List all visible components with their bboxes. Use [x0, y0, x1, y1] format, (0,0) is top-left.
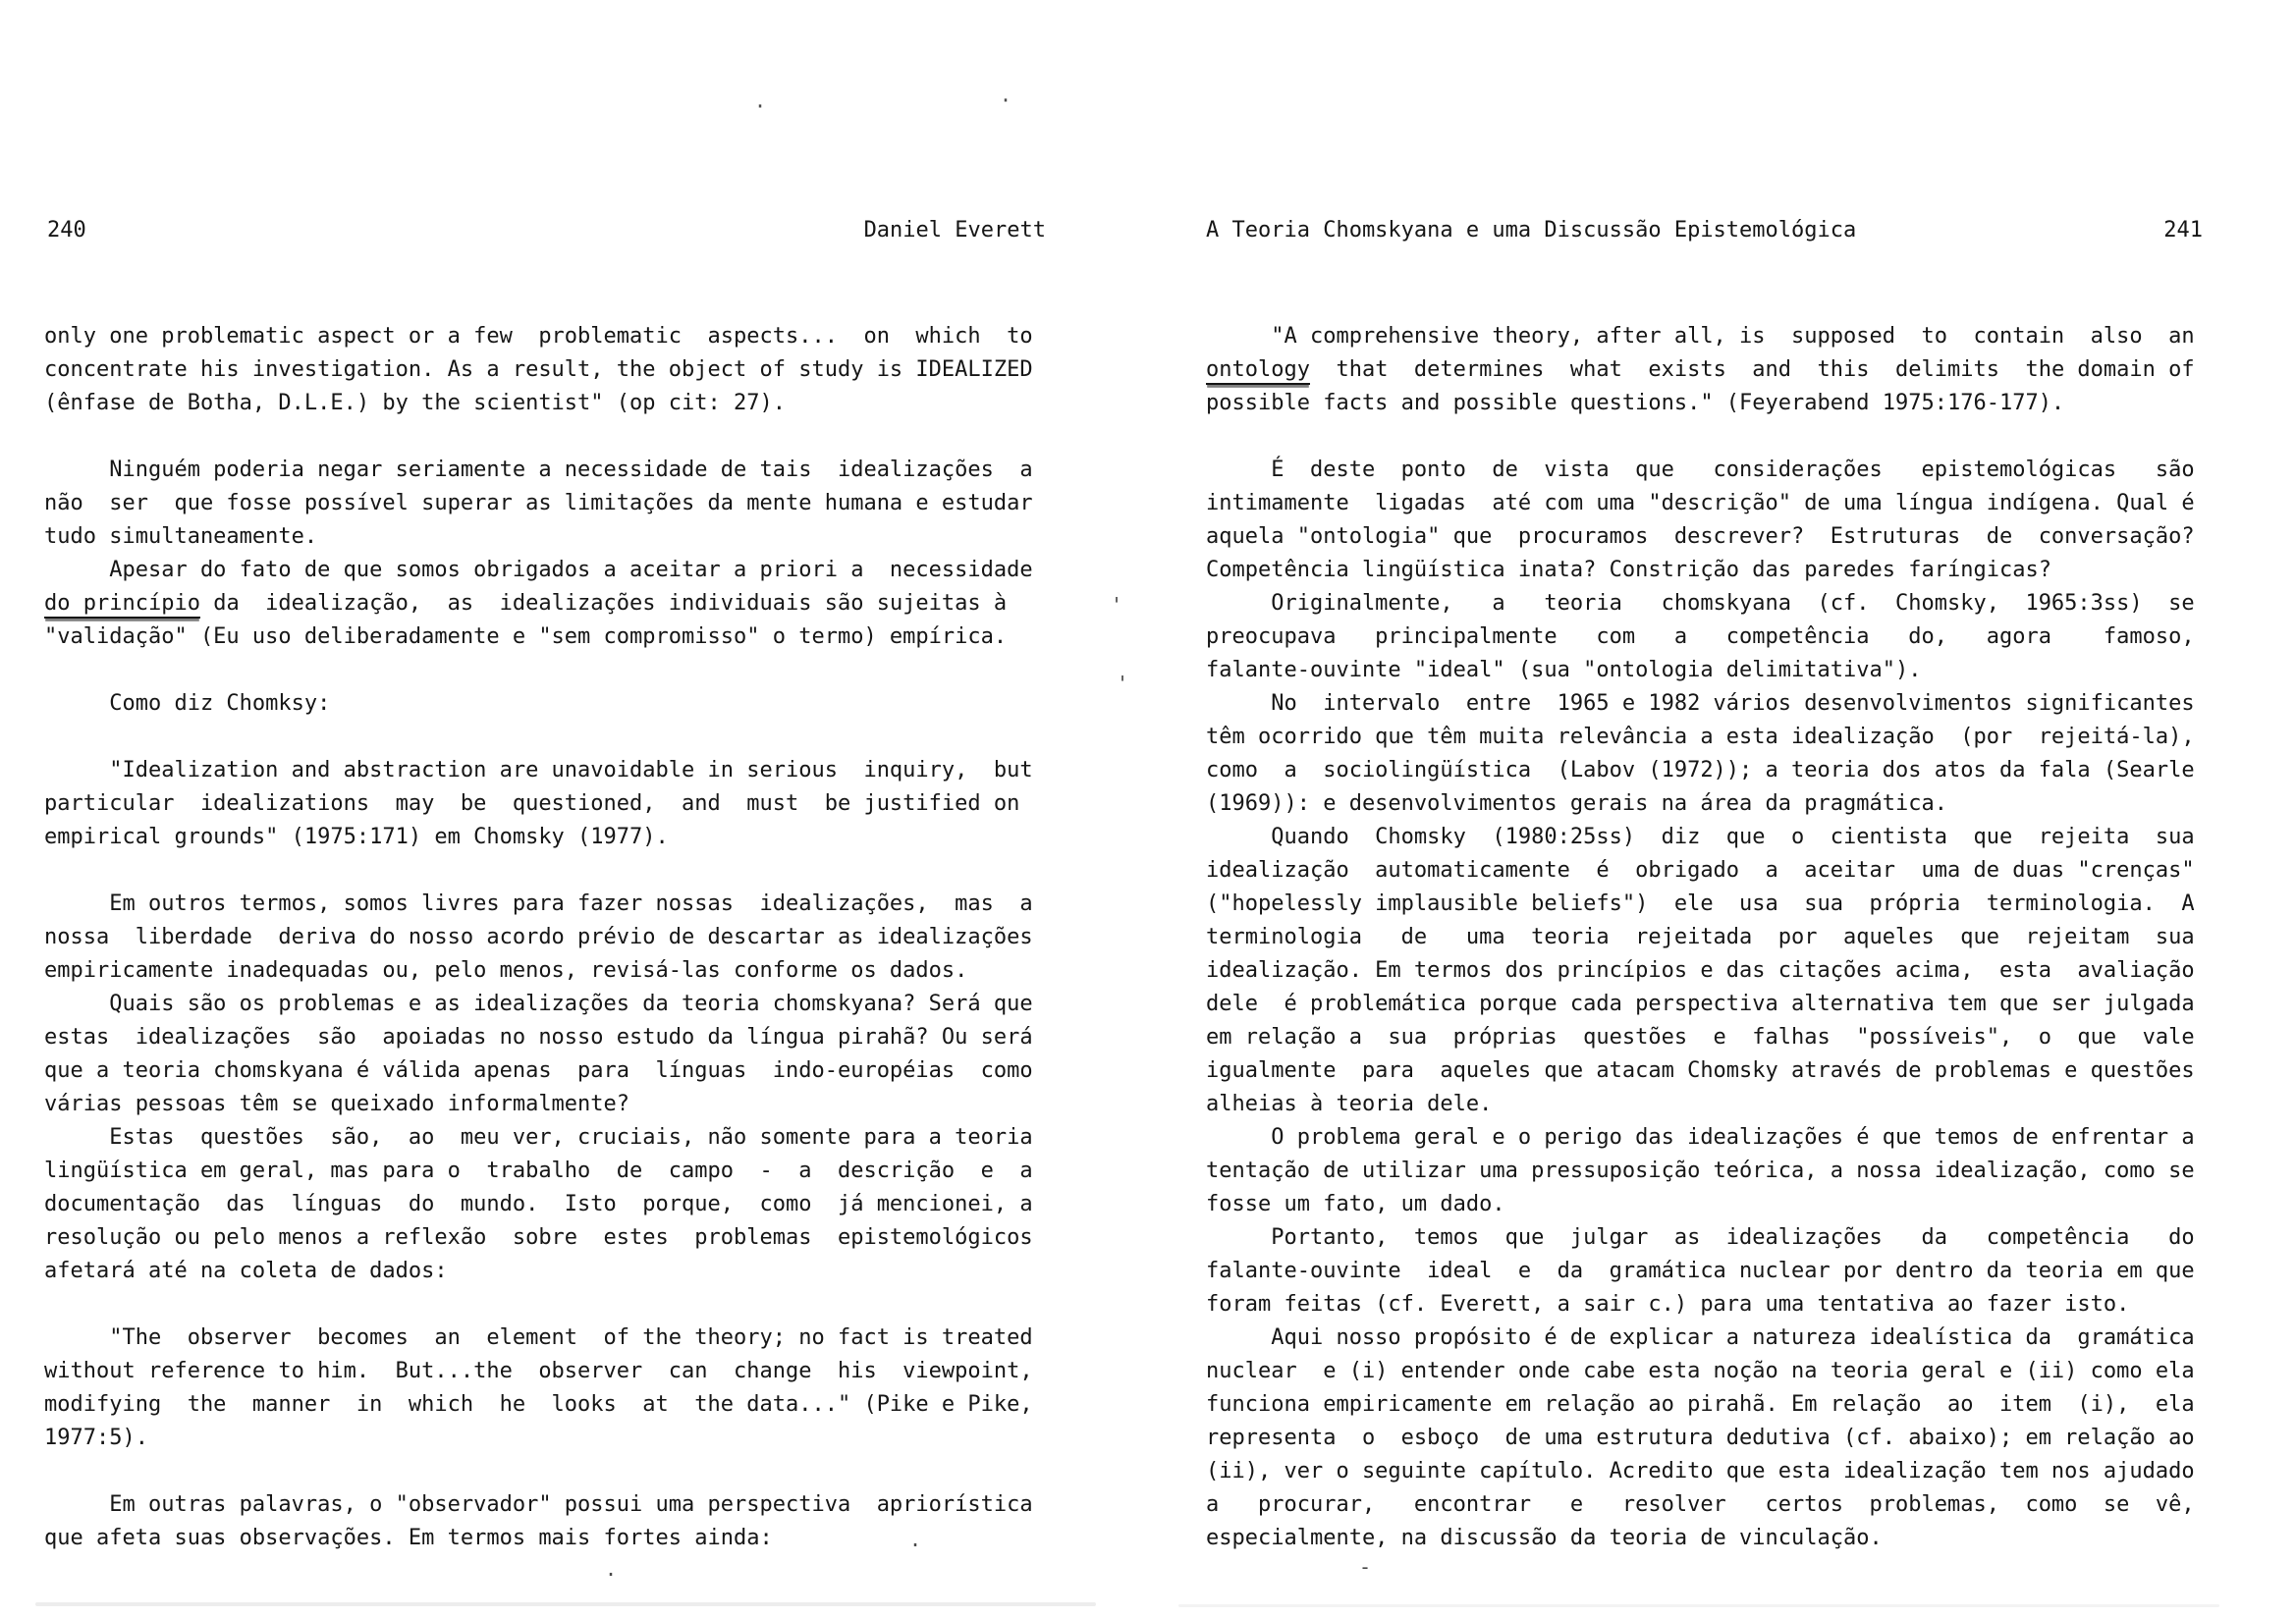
text-line — [1206, 420, 2247, 454]
text-line: como a sociolingüística (Labov (1972)); a teoria dos atos da fala (Searle — [1206, 758, 2195, 782]
text-line: (ii), ver o seguinte capítulo. Acredito que esta idealização tem nos ajudado — [1206, 1459, 2195, 1483]
stray-mark: · — [1000, 88, 1012, 112]
text-line: Portanto, temos que julgar as idealizações da competência do — [1206, 1225, 2195, 1250]
text-line: preocupava principalmente com a competência do, agora famoso, — [1206, 624, 2195, 649]
text-line: "validação" (Eu uso deliberadamente e "sem compromisso" o termo) empírica. — [44, 624, 1008, 649]
text-line: lingüística em geral, mas para o trabalho de campo - a descrição e a — [44, 1159, 1033, 1183]
text-line — [44, 854, 1085, 888]
text-line: afetará até na coleta de dados: — [44, 1259, 448, 1283]
text-line: ontology that determines what exists and this delimits the domain of — [1206, 353, 2247, 387]
page-number-right: 241 — [2163, 218, 2203, 243]
text-line: que afeta suas observações. Em termos mais fortes ainda: — [44, 1526, 773, 1550]
text-line — [44, 1455, 1085, 1488]
text-line: (1969)): e desenvolvimentos gerais na área da pragmática. — [1206, 791, 1947, 816]
stray-mark: ' — [1117, 672, 1129, 695]
text-line: igualmente para aqueles que atacam Chomsky através de problemas e questões — [1206, 1058, 2195, 1083]
text-line: idealização automaticamente é obrigado a aceitar uma de duas "crenças" — [1206, 858, 2195, 883]
text-line: em relação a sua próprias questões e falhas "possíveis", o que vale — [1206, 1025, 2195, 1050]
underlined-text: ontology — [1206, 357, 1310, 385]
text-line: fosse um fato, um dado. — [1206, 1192, 1505, 1216]
page-number-left: 240 — [47, 218, 86, 243]
text-line: empiricamente inadequadas ou, pelo menos, revisá-las conforme os dados. — [44, 958, 968, 983]
stray-mark: ' — [1111, 593, 1123, 617]
text-line: nossa liberdade deriva do nosso acordo prévio de descartar as idealizações — [44, 925, 1033, 949]
text-line: nuclear e (i) entender onde cabe esta noção na teoria geral e (ii) como ela — [1206, 1359, 2195, 1383]
text-line — [44, 1288, 1085, 1321]
stray-mark: . — [605, 1557, 618, 1581]
text-line: empirical grounds" (1975:171) em Chomsky (1977). — [44, 825, 669, 849]
text-line: documentação das línguas do mundo. Isto porque, como já mencionei, a — [44, 1192, 1033, 1216]
text-line: que a teoria chomskyana é válida apenas para línguas indo-européias como — [44, 1058, 1033, 1083]
text-line: dele é problemática porque cada perspectiva alternativa tem que ser julgada — [1206, 992, 2195, 1016]
right-page-body-text — [1206, 320, 2247, 1555]
text-line: concentrate his investigation. As a result, the object of study is IDEALIZED — [44, 357, 1033, 382]
running-head-author: Daniel Everett — [863, 218, 1046, 243]
text-line: especialmente, na discussão da teoria de vinculação. — [1206, 1526, 1883, 1550]
text-line: ("hopelessly implausible beliefs") ele usa sua própria terminologia. A — [1206, 891, 2195, 916]
text-line: 1977:5). — [44, 1426, 148, 1450]
text-line: Aqui nosso propósito é de explicar a natureza idealística da gramática — [1206, 1325, 2195, 1350]
text-line — [44, 420, 1085, 454]
text-line: estas idealizações são apoiadas no nosso estudo da língua pirahã? Ou será — [44, 1025, 1033, 1050]
text-line: idealização. Em termos dos princípios e das citações acima, esta avaliação — [1206, 958, 2195, 983]
stray-mark: · — [754, 94, 767, 118]
text-line: Quais são os problemas e as idealizações da teoria chomskyana? Será que — [44, 992, 1033, 1016]
text-line: alheias à teoria dele. — [1206, 1092, 1493, 1116]
text-line: representa o esboço de uma estrutura dedutiva (cf. abaixo); em relação ao — [1206, 1426, 2195, 1450]
text-line: Originalmente, a teoria chomskyana (cf. Chomsky, 1965:3ss) se — [1206, 591, 2195, 616]
underlined-text: do princípio — [44, 591, 200, 619]
text-line: Estas questões são, ao meu ver, cruciais, não somente para a teoria — [44, 1125, 1033, 1150]
text-line: tudo simultaneamente. — [44, 524, 318, 549]
text-line: não ser que fosse possível superar as limitações da mente humana e estudar — [44, 491, 1033, 515]
text-line: Ninguém poderia negar seriamente a necessidade de tais idealizações a — [44, 458, 1033, 482]
text-line: têm ocorrido que têm muita relevância a esta idealização (por rejeitá-la), — [1206, 725, 2195, 749]
text-line: "A comprehensive theory, after all, is supposed to contain also an — [1206, 324, 2195, 349]
text-line: "The observer becomes an element of the theory; no fact is treated — [44, 1325, 1033, 1350]
text-line: Em outros termos, somos livres para fazer nossas idealizações, mas a — [44, 891, 1033, 916]
text-line: terminologia de uma teoria rejeitada por aqueles que rejeitam sua — [1206, 925, 2195, 949]
scan-smudge — [35, 1602, 1096, 1606]
text-line: foram feitas (cf. Everett, a sair c.) para uma tentativa ao fazer isto. — [1206, 1292, 2130, 1317]
running-head-chapter-title: A Teoria Chomskyana e uma Discussão Epistemológica — [1206, 218, 1857, 243]
left-page-body-text — [44, 320, 1085, 1555]
text-line: No intervalo entre 1965 e 1982 vários desenvolvimentos significantes — [1206, 691, 2195, 716]
text-line: Em outras palavras, o "observador" possui uma perspectiva apriorística — [44, 1492, 1033, 1517]
text-line: aquela "ontologia" que procuramos descrever? Estruturas de conversação? — [1206, 524, 2195, 549]
text-line: a procurar, encontrar e resolver certos problemas, como se vê, — [1206, 1492, 2195, 1517]
stray-mark: - — [1359, 1555, 1372, 1579]
text-line — [44, 721, 1085, 754]
text-line: (ênfase de Botha, D.L.E.) by the scientist" (op cit: 27). — [44, 391, 786, 415]
scan-smudge — [1178, 1604, 2219, 1607]
text-line: Competência lingüística inata? Constrição das paredes faríngicas? — [1206, 558, 2051, 582]
text-line: O problema geral e o perigo das idealizações é que temos de enfrentar a — [1206, 1125, 2195, 1150]
text-line — [44, 654, 1085, 687]
text-line: resolução ou pelo menos a reflexão sobre estes problemas epistemológicos — [44, 1225, 1033, 1250]
text-line: "Idealization and abstraction are unavoidable in serious inquiry, but — [44, 758, 1033, 782]
text-line: falante-ouvinte "ideal" (sua "ontologia delimitativa"). — [1206, 658, 1922, 682]
text-line: only one problematic aspect or a few problematic aspects... on which to — [44, 324, 1033, 349]
text-line: tentação de utilizar uma pressuposição teórica, a nossa idealização, como se — [1206, 1159, 2195, 1183]
text-line: Apesar do fato de que somos obrigados a aceitar a priori a necessidade — [44, 558, 1033, 582]
text-line: do princípio da idealização, as idealizações individuais são sujeitas à — [44, 587, 1085, 620]
text-line: funciona empiricamente em relação ao pirahã. Em relação ao item (i), ela — [1206, 1392, 2195, 1417]
text-line: modifying the manner in which he looks at the data..." (Pike e Pike, — [44, 1392, 1033, 1417]
text-line: Como diz Chomksy: — [44, 691, 331, 716]
text-line: várias pessoas têm se queixado informalmente? — [44, 1092, 630, 1116]
text-line: Quando Chomsky (1980:25ss) diz que o cientista que rejeita sua — [1206, 825, 2195, 849]
text-line: É deste ponto de vista que considerações epistemológicas são — [1206, 458, 2195, 482]
text-line: intimamente ligadas até com uma "descrição" de uma língua indígena. Qual é — [1206, 491, 2195, 515]
text-line: particular idealizations may be questioned, and must be justified on — [44, 791, 1020, 816]
text-line: without reference to him. But...the observer can change his viewpoint, — [44, 1359, 1033, 1383]
stray-mark: . — [909, 1528, 922, 1551]
text-line: possible facts and possible questions." (Feyerabend 1975:176-177). — [1206, 391, 2065, 415]
text-line: falante-ouvinte ideal e da gramática nuclear por dentro da teoria em que — [1206, 1259, 2195, 1283]
